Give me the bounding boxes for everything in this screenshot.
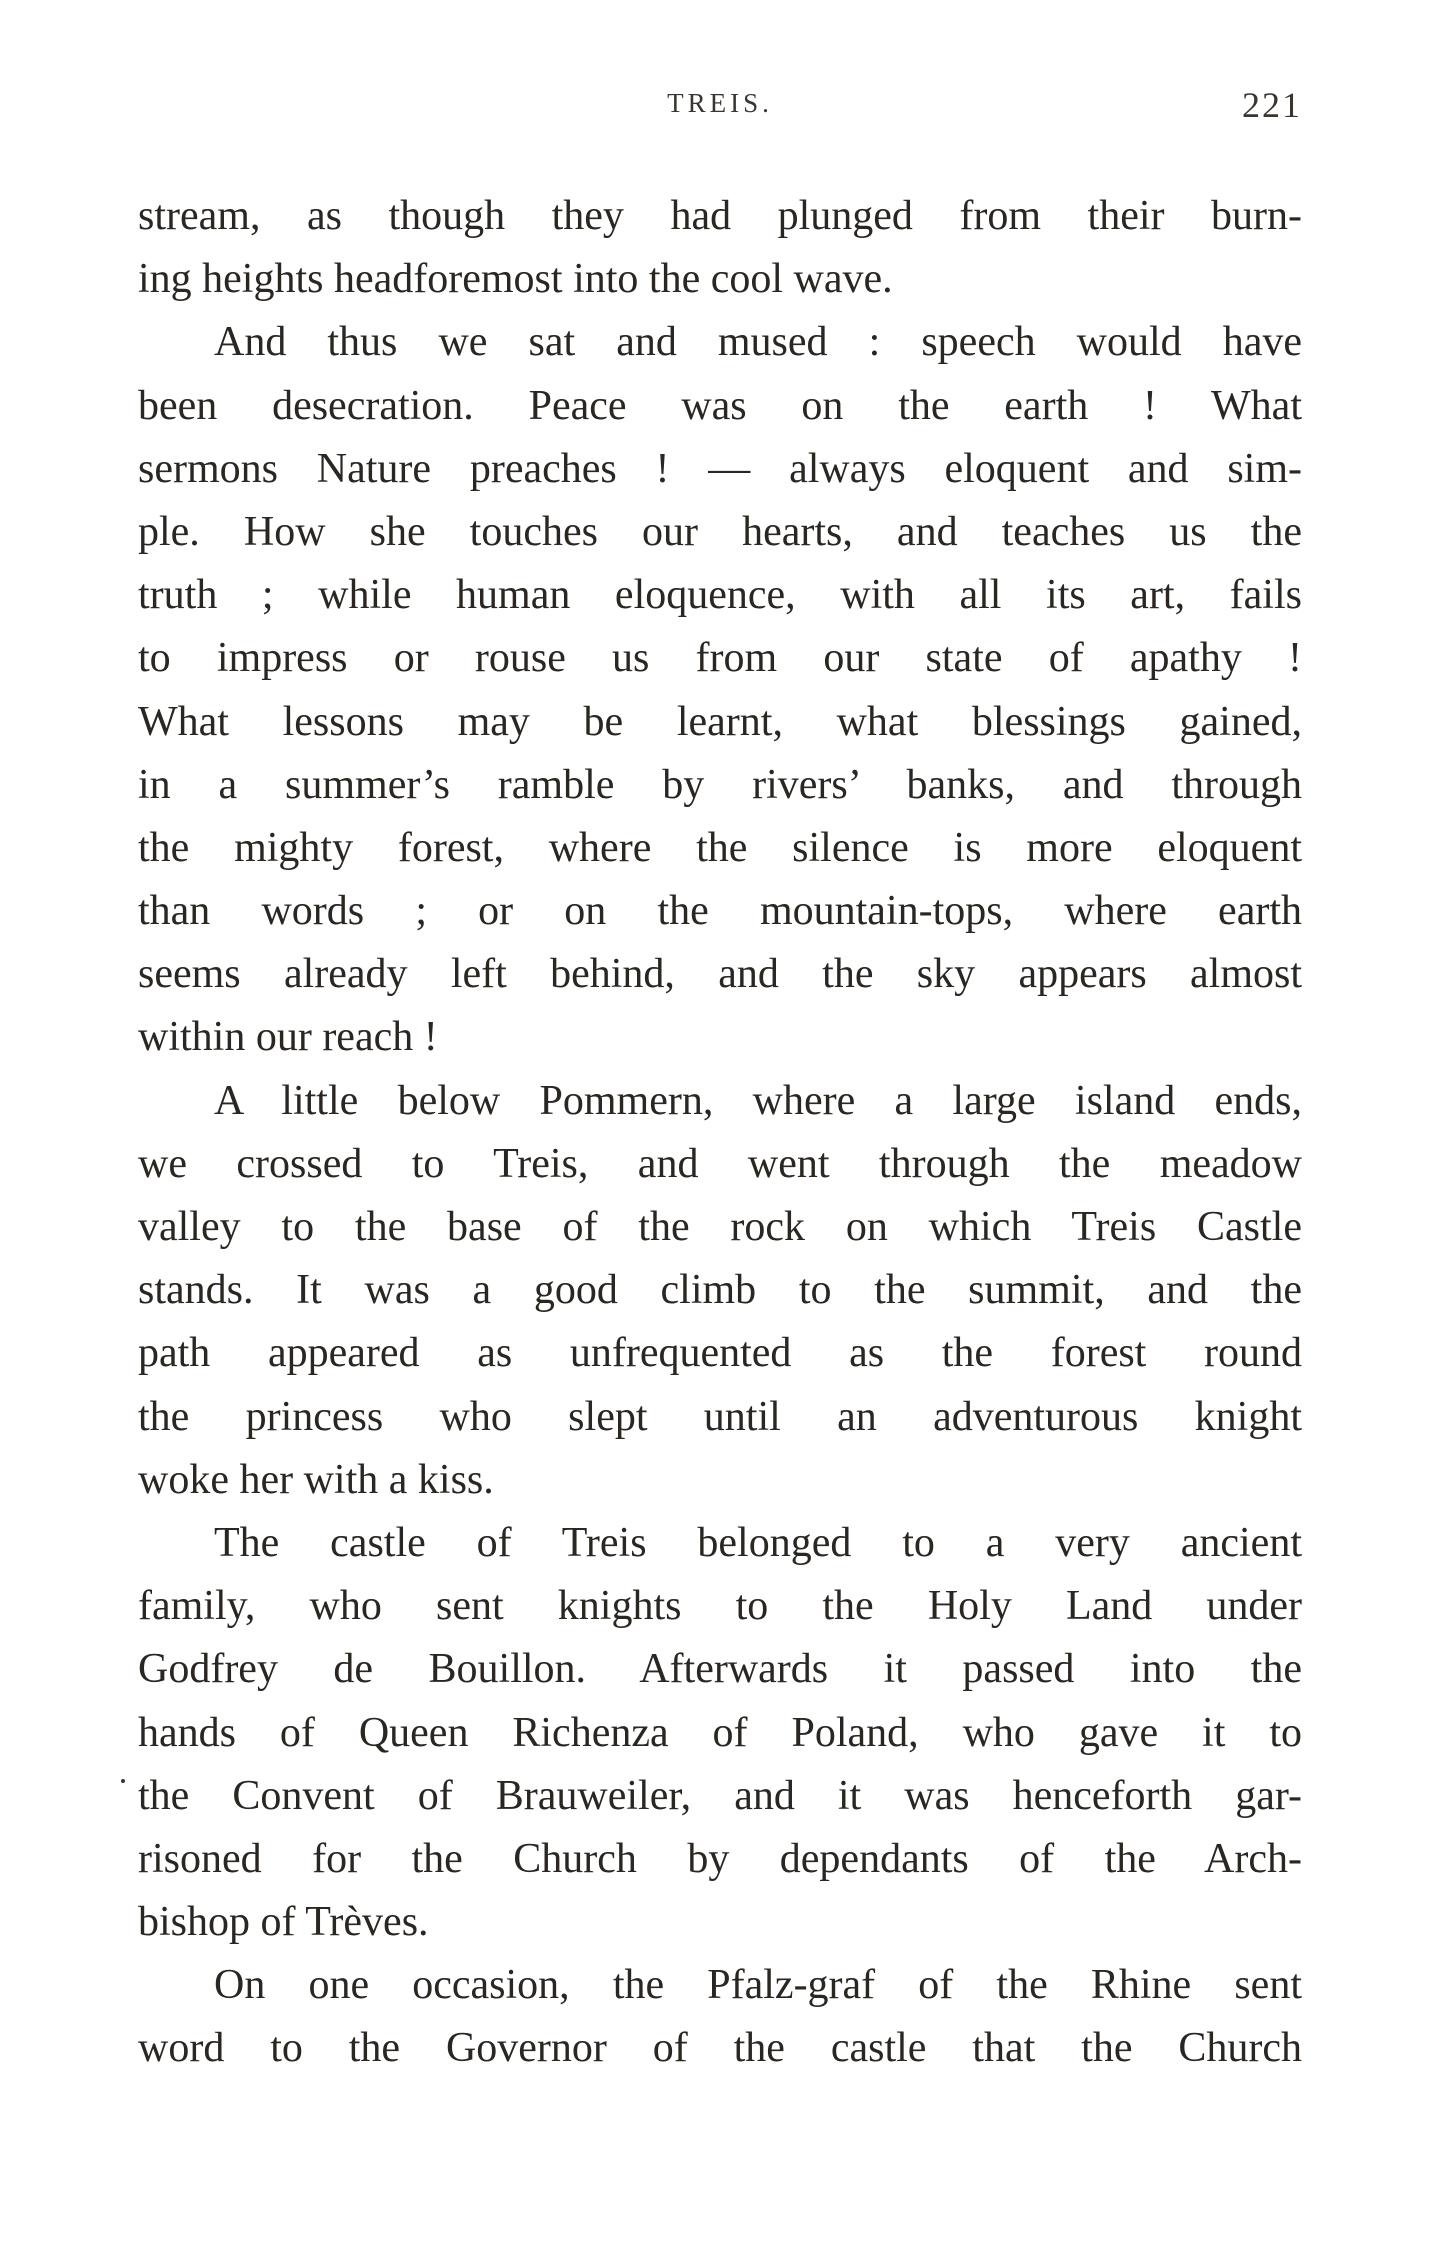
text-line: risoned for the Church by dependants of the Arch- [138, 1835, 1302, 1882]
text-line: And thus we sat and mused : speech would have [214, 319, 1302, 366]
page-number: 221 [1242, 85, 1302, 125]
text-line: been desecration. Peace was on the earth ! What [138, 382, 1302, 429]
text-line: than words ; or on the mountain-tops, where earth [138, 888, 1302, 935]
text-line: word to the Governor of the castle that the Church [138, 2025, 1302, 2072]
text-line: The castle of Treis belonged to a very ancient [214, 1519, 1302, 1566]
margin-mark [121, 1779, 125, 1783]
text-line: valley to the base of the rock on which Treis Castle [138, 1204, 1302, 1250]
text-line: family, who sent knights to the Holy Land under [138, 1583, 1302, 1630]
text-line: to impress or rouse us from our state of apathy ! [138, 635, 1302, 682]
text-line: woke her with a kiss. [138, 1456, 494, 1503]
body-text [138, 185, 1302, 2081]
text-line: truth ; while human eloquence, with all its art, fails [138, 572, 1302, 619]
running-head [138, 85, 1302, 128]
text-line: sermons Nature preaches ! — always eloquent and sim- [138, 445, 1302, 492]
text-line: the Convent of Brauweiler, and it was henceforth gar- [138, 1772, 1302, 1819]
text-line: Godfrey de Bouillon. Afterwards it passed into the [138, 1646, 1302, 1693]
text-line: What lessons may be learnt, what blessings gained, [138, 698, 1302, 745]
text-line: On one occasion, the Pfalz-graf of the Rhine sent [214, 1962, 1302, 2009]
text-line: the princess who slept until an adventurous knight [138, 1393, 1302, 1440]
text-line: ing heights headforemost into the cool wave. [138, 256, 893, 303]
running-title: TREIS. [667, 88, 773, 118]
text-line: A little below Pommern, where a large island ends, [214, 1077, 1302, 1124]
text-line: in a summer’s ramble by rivers’ banks, and through [138, 761, 1302, 808]
text-line: we crossed to Treis, and went through the meadow [138, 1140, 1302, 1187]
text-line: ple. How she touches our hearts, and teaches us the [138, 508, 1302, 555]
text-line: stands. It was a good climb to the summit, and the [138, 1267, 1302, 1314]
text-line: stream, as though they had plunged from their burn- [138, 193, 1302, 239]
text-line: seems already left behind, and the sky appears almost [138, 951, 1302, 998]
text-line: bishop of Trèves. [138, 1899, 429, 1946]
text-line: hands of Queen Richenza of Poland, who gave it to [138, 1709, 1302, 1756]
text-line: path appeared as unfrequented as the forest round [138, 1330, 1302, 1377]
text-line: within our reach ! [138, 1014, 438, 1061]
text-line: the mighty forest, where the silence is more eloquent [138, 824, 1302, 871]
